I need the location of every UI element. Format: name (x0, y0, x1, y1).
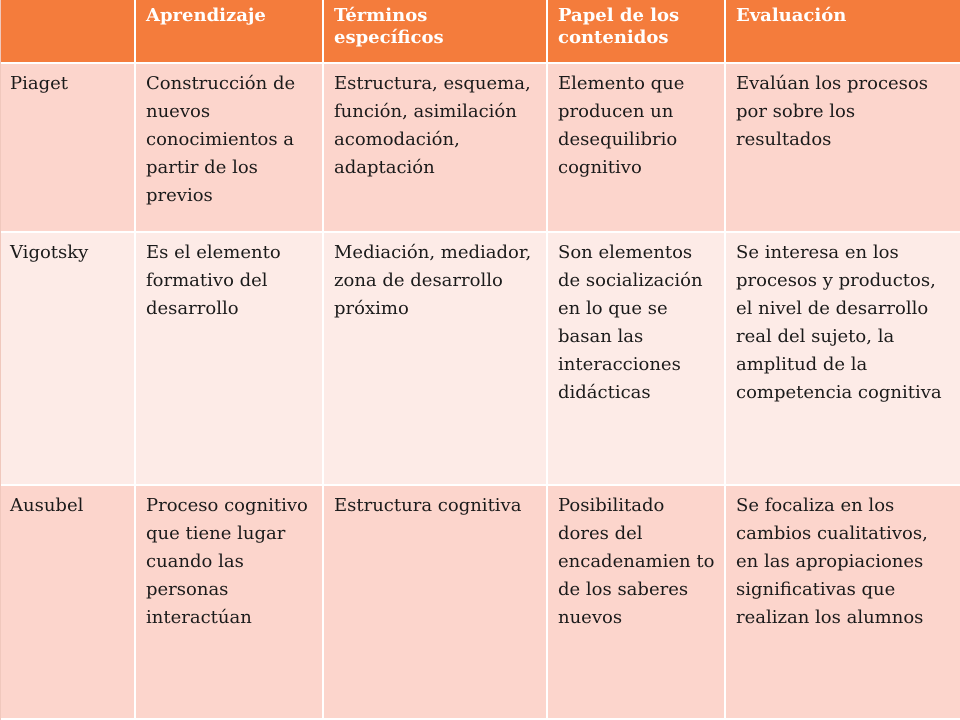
table-cell: Mediación, mediador, zona de desarrollo próximo (324, 233, 548, 486)
table-cell: Estructura, esquema, función, asimilación acomodación, adaptación (324, 64, 548, 233)
table-cell: Se interesa en los procesos y productos, el nivel de desarrollo real del sujeto, la amplitud de la competencia cognitiva (726, 233, 960, 486)
table-cell: Posibilitado dores del encadenamien to de los saberes nuevos (548, 486, 726, 720)
table-cell: Elemento que producen un desequilibrio cognitivo (548, 64, 726, 233)
header-cell-papel: Papel de los contenidos (548, 0, 726, 64)
table-cell: Evalúan los procesos por sobre los resultados (726, 64, 960, 233)
table-cell: Son elementos de socialización en lo que se basan las interacciones didácticas (548, 233, 726, 486)
header-cell-corner (0, 0, 136, 64)
row-label-piaget: Piaget (0, 64, 136, 233)
header-cell-terminos: Términos específicos (324, 0, 548, 64)
table-cell: Es el elemento formativo del desarrollo (136, 233, 324, 486)
table-cell: Proceso cognitivo que tiene lugar cuando las personas interactúan (136, 486, 324, 720)
table-cell: Estructura cognitiva (324, 486, 548, 720)
header-cell-evaluacion: Evaluación (726, 0, 960, 64)
table-cell: Se focaliza en los cambios cualitativos, en las apropiaciones significativas que realizan los alumnos (726, 486, 960, 720)
row-label-vigotsky: Vigotsky (0, 233, 136, 486)
row-label-ausubel: Ausubel (0, 486, 136, 720)
table-cell: Construcción de nuevos conocimientos a partir de los previos (136, 64, 324, 233)
header-cell-aprendizaje: Aprendizaje (136, 0, 324, 64)
